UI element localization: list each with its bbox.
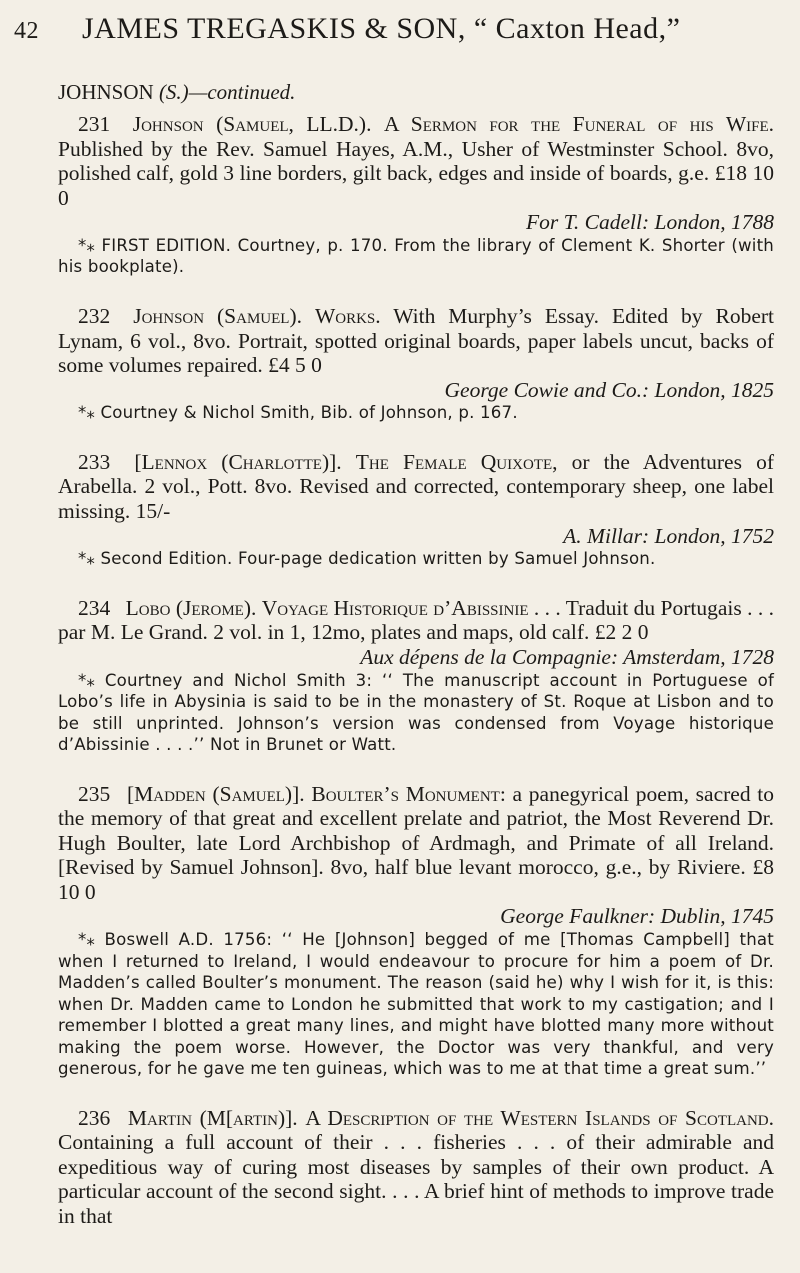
entry-note: *⁎ Courtney and Nichol Smith 3: ‘‘ The manuscript account in Portuguese of Lobo’s life in Abysinia is said to be in the monastery of St. Roque at Lisbon and to be still unprinted. Johnson’s version was condensed from Voyage historique d’Abissinie . . . .’’ Not in Brunet or Watt. xyxy=(58,670,774,754)
entry-number: 233 xyxy=(78,449,111,474)
section-continued: —continued. xyxy=(188,80,296,104)
catalogue-entry xyxy=(58,450,774,570)
page-number: 42 xyxy=(14,18,39,44)
entry-author: [Madden (Samuel)]. xyxy=(126,781,305,806)
entry-author: Johnson (Samuel). xyxy=(133,303,303,328)
entry-number: 232 xyxy=(78,303,111,328)
entry-title: A Description of the Western Islands of Scotland. xyxy=(305,1105,775,1130)
entry-description: Traduit du Portugais . . . par M. Le Grand. 2 vol. in 1, 12mo, plates and maps, old calf. £2 2 0 xyxy=(58,595,775,645)
entry-list xyxy=(58,112,774,1255)
entry-number: 236 xyxy=(78,1105,111,1130)
entry-number: 235 xyxy=(78,781,111,806)
catalogue-entry xyxy=(58,596,774,756)
entry-imprint: George Faulkner: Dublin, 1745 xyxy=(500,904,774,929)
entry-author: Johnson (Samuel, LL.D.). xyxy=(132,112,372,136)
section-paren: (S.) xyxy=(158,80,189,104)
entry-description: Containing a full account of their . . . fisheries . . . of their admirable and expeditious way of curing most diseases by samples of their own product. A particular account of the second sight. . . . A brief hint of methods to improve trade in that xyxy=(58,1130,774,1228)
entry-body xyxy=(58,304,774,378)
entry-imprint: For T. Cadell: London, 1788 xyxy=(525,210,774,235)
entry-note: *⁎ FIRST EDITION. Courtney, p. 170. From the library of Clement K. Shorter (with his bookplate). xyxy=(58,235,774,277)
running-title: JAMES TREGASKIS & SON, “ Caxton Head,” xyxy=(82,12,681,45)
entry-imprint: A. Millar: London, 1752 xyxy=(563,523,774,548)
section-heading xyxy=(58,80,295,105)
entry-description: a panegyrical poem, sacred to the memory of that great and excellent prelate and patriot, the Most Reverend Dr. Hugh Boulter, late Lord Archbishop of Ardmagh, and Primate of all Ireland. [Revised by Samuel Johnson]. 8vo, half blue levant morocco, g.e., by Riviere. £8 10 0 xyxy=(58,781,775,904)
entry-body xyxy=(58,782,774,905)
entry-author: [Lennox (Charlotte)]. xyxy=(134,449,342,474)
entry-description: or the Adventures of Arabella. 2 vol., Pott. 8vo. Revised and corrected, contemporary sheep, one label missing. 15/- xyxy=(58,449,774,524)
entry-note: *⁎ Boswell A.D. 1756: ‘‘ He [Johnson] begged of me [Thomas Campbell] that when I returned to Ireland, I would endeavour to procure for him a poem of Dr. Madden’s called Boulter’s monument. The reason (said he) why I wish for it, is this: when Dr. Madden came to London he submitted that work to my castigation; and I remember I blotted a great many lines, and might have blotted many more without making the poem worse. However, the Doctor was very thankful, and very generous, for he gave me ten guineas, which was to me at that time a great sum.’’ xyxy=(58,930,774,1079)
entry-body xyxy=(58,1106,774,1229)
entry-number: 231 xyxy=(78,112,111,136)
entry-body xyxy=(58,596,774,645)
entry-body xyxy=(58,450,774,524)
entry-title: The Female Quixote, xyxy=(355,449,558,474)
catalogue-entry xyxy=(58,782,774,1080)
entry-author: Martin (M[artin)]. xyxy=(127,1105,298,1130)
entry-description: With Murphy’s Essay. Edited by Robert Lynam, 6 vol., 8vo. Portrait, spotted original boards, paper labels uncut, backs of some volumes repaired. £4 5 0 xyxy=(58,303,774,378)
entry-title: Voyage Historique d’Abissinie . . . xyxy=(261,595,561,620)
catalogue-entry xyxy=(58,112,774,278)
entry-note: *⁎ Courtney & Nichol Smith, Bib. of Johnson, p. 167. xyxy=(78,403,518,423)
entry-note: *⁎ Second Edition. Four-page dedication written by Samuel Johnson. xyxy=(78,549,656,569)
catalogue-entry xyxy=(58,1106,774,1229)
page-header xyxy=(14,12,780,52)
entry-title: Works. xyxy=(314,303,381,328)
entry-title: Boulter’s Monument: xyxy=(311,781,506,806)
entry-description: Published by the Rev. Samuel Hayes, A.M., Usher of Westminster School. 8vo, polished calf, gold 3 line borders, gilt back, edges and inside of boards, g.e. £18 10 0 xyxy=(58,136,774,210)
entry-body xyxy=(58,112,774,210)
section-name: JOHNSON xyxy=(58,80,154,104)
entry-imprint: George Cowie and Co.: London, 1825 xyxy=(444,377,774,402)
entry-author: Lobo (Jerome). xyxy=(125,595,257,620)
catalogue-entry xyxy=(58,304,774,424)
entry-number: 234 xyxy=(78,595,111,620)
entry-imprint: Aux dépens de la Compagnie: Amsterdam, 1728 xyxy=(360,644,774,669)
entry-title: A Sermon for the Funeral of his Wife. xyxy=(383,112,775,136)
